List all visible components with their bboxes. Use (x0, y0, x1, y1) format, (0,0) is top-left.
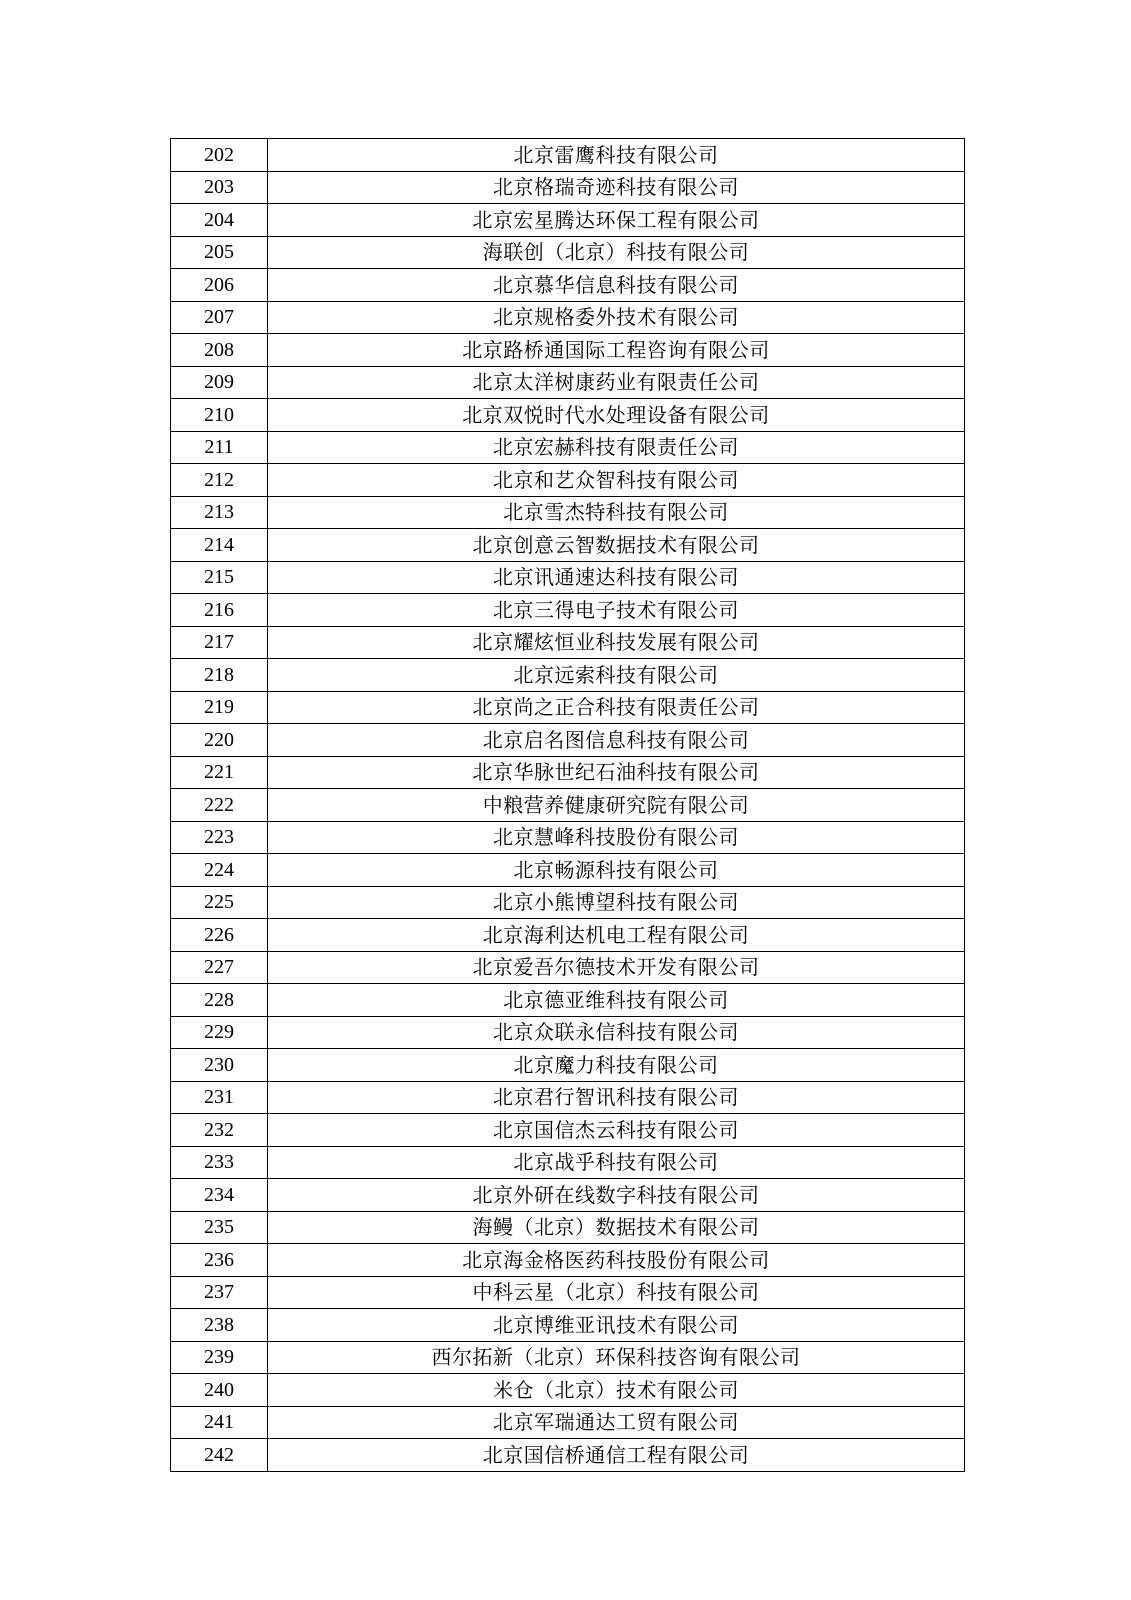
company-name-cell: 北京三得电子技术有限公司 (268, 594, 965, 627)
table-row (171, 366, 965, 399)
row-number-cell: 210 (171, 399, 268, 432)
company-name-cell: 北京魔力科技有限公司 (268, 1049, 965, 1082)
table-row (171, 1439, 965, 1472)
company-name-cell: 北京军瑞通达工贸有限公司 (268, 1406, 965, 1439)
table-row (171, 301, 965, 334)
table-row (171, 1114, 965, 1147)
row-number-cell: 230 (171, 1049, 268, 1082)
row-number-cell: 206 (171, 269, 268, 302)
company-name-cell: 北京路桥通国际工程咨询有限公司 (268, 334, 965, 367)
row-number-cell: 223 (171, 821, 268, 854)
row-number-cell: 203 (171, 171, 268, 204)
company-name-cell: 北京君行智讯科技有限公司 (268, 1081, 965, 1114)
company-name-cell: 北京启名图信息科技有限公司 (268, 724, 965, 757)
table-row (171, 1146, 965, 1179)
row-number-cell: 227 (171, 951, 268, 984)
row-number-cell: 212 (171, 464, 268, 497)
table-row (171, 984, 965, 1017)
table-row (171, 1244, 965, 1277)
table-row (171, 334, 965, 367)
row-number-cell: 224 (171, 854, 268, 887)
table-row (171, 1341, 965, 1374)
table-row (171, 659, 965, 692)
row-number-cell: 217 (171, 626, 268, 659)
table-row (171, 789, 965, 822)
table-row (171, 1406, 965, 1439)
company-name-cell: 北京众联永信科技有限公司 (268, 1016, 965, 1049)
table-row (171, 626, 965, 659)
company-name-cell: 北京国信杰云科技有限公司 (268, 1114, 965, 1147)
row-number-cell: 229 (171, 1016, 268, 1049)
table-row (171, 1374, 965, 1407)
row-number-cell: 234 (171, 1179, 268, 1212)
company-name-cell: 北京宏赫科技有限责任公司 (268, 431, 965, 464)
table-row (171, 886, 965, 919)
table-row (171, 919, 965, 952)
row-number-cell: 225 (171, 886, 268, 919)
table-row (171, 951, 965, 984)
table-row (171, 204, 965, 237)
company-name-cell: 北京国信桥通信工程有限公司 (268, 1439, 965, 1472)
company-name-cell: 北京畅源科技有限公司 (268, 854, 965, 887)
row-number-cell: 233 (171, 1146, 268, 1179)
table-row (171, 1016, 965, 1049)
table-row (171, 1276, 965, 1309)
company-name-cell: 北京双悦时代水处理设备有限公司 (268, 399, 965, 432)
row-number-cell: 238 (171, 1309, 268, 1342)
table-row (171, 269, 965, 302)
row-number-cell: 213 (171, 496, 268, 529)
table-row (171, 529, 965, 562)
table-row (171, 464, 965, 497)
company-name-cell: 米仓（北京）技术有限公司 (268, 1374, 965, 1407)
company-name-cell: 北京规格委外技术有限公司 (268, 301, 965, 334)
company-name-cell: 北京远索科技有限公司 (268, 659, 965, 692)
company-name-cell: 北京海利达机电工程有限公司 (268, 919, 965, 952)
company-name-cell: 北京爱吾尔德技术开发有限公司 (268, 951, 965, 984)
company-name-cell: 北京战乎科技有限公司 (268, 1146, 965, 1179)
row-number-cell: 222 (171, 789, 268, 822)
row-number-cell: 241 (171, 1406, 268, 1439)
table-row (171, 236, 965, 269)
row-number-cell: 237 (171, 1276, 268, 1309)
company-name-cell: 北京华脉世纪石油科技有限公司 (268, 756, 965, 789)
table-row (171, 1211, 965, 1244)
row-number-cell: 209 (171, 366, 268, 399)
company-name-cell: 西尔拓新（北京）环保科技咨询有限公司 (268, 1341, 965, 1374)
company-name-cell: 中科云星（北京）科技有限公司 (268, 1276, 965, 1309)
company-name-cell: 北京格瑞奇迹科技有限公司 (268, 171, 965, 204)
table-row (171, 691, 965, 724)
table-row (171, 724, 965, 757)
company-name-cell: 北京小熊博望科技有限公司 (268, 886, 965, 919)
company-name-cell: 海鳗（北京）数据技术有限公司 (268, 1211, 965, 1244)
table-row (171, 431, 965, 464)
company-name-cell: 海联创（北京）科技有限公司 (268, 236, 965, 269)
table-row (171, 1049, 965, 1082)
table-row (171, 1309, 965, 1342)
row-number-cell: 226 (171, 919, 268, 952)
table-row (171, 1179, 965, 1212)
company-name-cell: 北京和艺众智科技有限公司 (268, 464, 965, 497)
table-row (171, 756, 965, 789)
row-number-cell: 240 (171, 1374, 268, 1407)
row-number-cell: 207 (171, 301, 268, 334)
company-name-cell: 北京外研在线数字科技有限公司 (268, 1179, 965, 1212)
company-name-cell: 北京博维亚讯技术有限公司 (268, 1309, 965, 1342)
row-number-cell: 214 (171, 529, 268, 562)
row-number-cell: 205 (171, 236, 268, 269)
row-number-cell: 208 (171, 334, 268, 367)
company-list-body (171, 139, 965, 1472)
row-number-cell: 215 (171, 561, 268, 594)
row-number-cell: 231 (171, 1081, 268, 1114)
row-number-cell: 221 (171, 756, 268, 789)
row-number-cell: 235 (171, 1211, 268, 1244)
row-number-cell: 228 (171, 984, 268, 1017)
table-row (171, 821, 965, 854)
company-name-cell: 北京太洋树康药业有限责任公司 (268, 366, 965, 399)
row-number-cell: 220 (171, 724, 268, 757)
row-number-cell: 211 (171, 431, 268, 464)
company-name-cell: 中粮营养健康研究院有限公司 (268, 789, 965, 822)
table-row (171, 496, 965, 529)
row-number-cell: 204 (171, 204, 268, 237)
company-name-cell: 北京雪杰特科技有限公司 (268, 496, 965, 529)
row-number-cell: 239 (171, 1341, 268, 1374)
row-number-cell: 216 (171, 594, 268, 627)
row-number-cell: 232 (171, 1114, 268, 1147)
company-list-table (170, 138, 965, 1472)
company-name-cell: 北京创意云智数据技术有限公司 (268, 529, 965, 562)
table-row (171, 399, 965, 432)
company-name-cell: 北京耀炫恒业科技发展有限公司 (268, 626, 965, 659)
table-row (171, 1081, 965, 1114)
company-name-cell: 北京尚之正合科技有限责任公司 (268, 691, 965, 724)
table-row (171, 594, 965, 627)
row-number-cell: 219 (171, 691, 268, 724)
row-number-cell: 218 (171, 659, 268, 692)
company-name-cell: 北京海金格医药科技股份有限公司 (268, 1244, 965, 1277)
row-number-cell: 242 (171, 1439, 268, 1472)
row-number-cell: 236 (171, 1244, 268, 1277)
table-row (171, 139, 965, 172)
company-name-cell: 北京慧峰科技股份有限公司 (268, 821, 965, 854)
company-name-cell: 北京雷鹰科技有限公司 (268, 139, 965, 172)
table-row (171, 561, 965, 594)
company-name-cell: 北京慕华信息科技有限公司 (268, 269, 965, 302)
table-row (171, 171, 965, 204)
company-name-cell: 北京德亚维科技有限公司 (268, 984, 965, 1017)
row-number-cell: 202 (171, 139, 268, 172)
table-row (171, 854, 965, 887)
company-name-cell: 北京讯通速达科技有限公司 (268, 561, 965, 594)
company-name-cell: 北京宏星腾达环保工程有限公司 (268, 204, 965, 237)
